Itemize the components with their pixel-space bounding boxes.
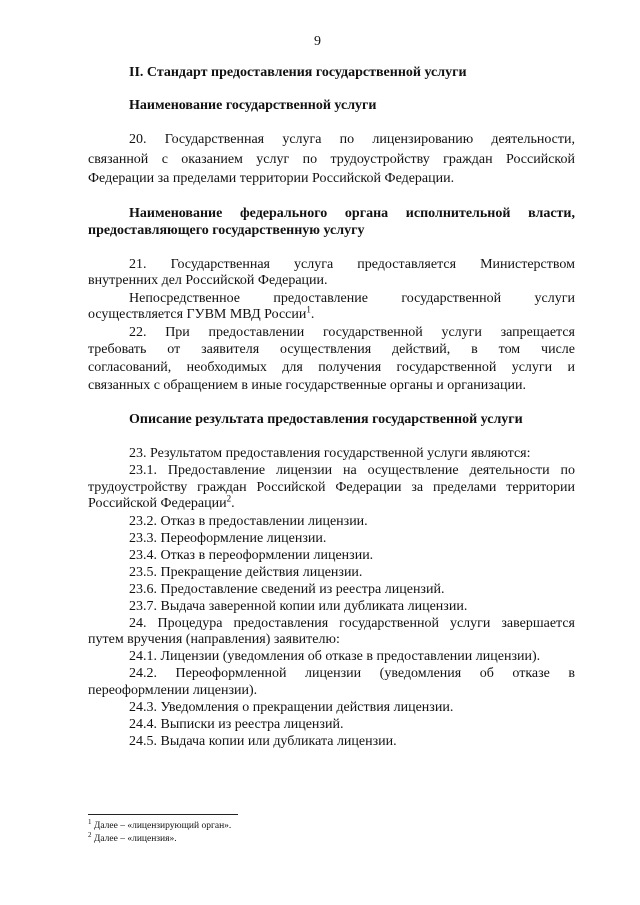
list-item: 24.5. Выдача копии или дубликата лицензии.: [129, 734, 397, 749]
footnote-ref: 2: [226, 493, 232, 504]
list-item: 23.4. Отказ в переоформлении лицензии.: [129, 548, 374, 563]
footnote: [88, 830, 177, 845]
p20-line: Федерации за пределами территории Российской Федерации.: [88, 171, 455, 186]
list-item: 24.4. Выписки из реестра лицензий.: [129, 717, 344, 732]
list-item: 23.5. Прекращение действия лицензии.: [129, 565, 363, 580]
p24-2-line: 24.2. Переоформленной лицензии (уведомления об отказе в: [129, 666, 575, 681]
p22-line: 22. При предоставлении государственной услуги запрещается: [129, 325, 575, 340]
p23-1-line: трудоустройству граждан Российской Федерации за пределами территории: [88, 480, 575, 495]
p20-line: связанной с оказанием услуг по трудоустройству граждан Российской: [88, 152, 575, 167]
p21-line: внутренних дел Российской Федерации.: [88, 273, 328, 288]
list-item: 23.2. Отказ в предоставлении лицензии.: [129, 514, 368, 529]
p23-1-line: [88, 495, 235, 512]
list-item: 23.6. Предоставление сведений из реестра лицензий.: [129, 582, 445, 597]
list-item: 24.3. Уведомления о прекращении действия лицензии.: [129, 700, 454, 715]
p23-1-end: .: [231, 496, 235, 511]
p21b-text: осуществляется ГУВМ МВД России: [88, 307, 307, 322]
p21b-line: Непосредственное предоставление государственной услуги: [129, 291, 575, 306]
section-title: II. Стандарт предоставления государственной услуги: [129, 65, 467, 80]
p20-line: 20. Государственная услуга по лицензированию деятельности,: [129, 132, 575, 147]
p23-1-line: 23.1. Предоставление лицензии на осуществление деятельности по: [129, 463, 575, 478]
footnote-text: Далее – «лицензирующий орган».: [91, 821, 232, 831]
p21b-end: .: [310, 307, 315, 322]
p24-line: путем вручения (направления) заявителю:: [88, 632, 340, 647]
footnote-mark: 2: [88, 830, 92, 839]
heading-authority: предоставляющего государственную услугу: [88, 223, 365, 238]
p21b-line: [88, 306, 314, 323]
p24-2-line: переоформлении лицензии).: [88, 683, 258, 698]
p23-1-text: Российской Федерации: [88, 496, 227, 511]
footnote-mark: 1: [88, 817, 92, 826]
p23-line: 23. Результатом предоставления государственной услуги являются:: [129, 446, 531, 461]
list-item: 23.7. Выдача заверенной копии или дубликата лицензии.: [129, 599, 468, 614]
page-number: 9: [314, 34, 321, 49]
footnote-ref: 1: [306, 304, 311, 315]
p24-line: 24. Процедура предоставления государственной услуги завершается: [129, 616, 575, 631]
footnote: [88, 817, 232, 832]
heading-authority: Наименование федерального органа исполнительной власти,: [129, 206, 575, 221]
p22-line: связанных с обращением в иные государственные органы и организации.: [88, 378, 526, 393]
list-item: 23.3. Переоформление лицензии.: [129, 531, 327, 546]
p22-line: требовать от заявителя осуществления действий, в том числе: [88, 342, 575, 357]
p22-line: согласований, необходимых для получения государственной услуги и: [88, 360, 575, 375]
footnote-text: Далее – «лицензия».: [91, 834, 177, 844]
p21-line: 21. Государственная услуга предоставляется Министерством: [129, 257, 575, 272]
footnote-separator: [88, 814, 238, 815]
heading-service-name: Наименование государственной услуги: [129, 98, 377, 113]
list-item: 24.1. Лицензии (уведомления об отказе в предоставлении лицензии).: [129, 649, 541, 664]
heading-result: Описание результата предоставления государственной услуги: [129, 412, 523, 427]
